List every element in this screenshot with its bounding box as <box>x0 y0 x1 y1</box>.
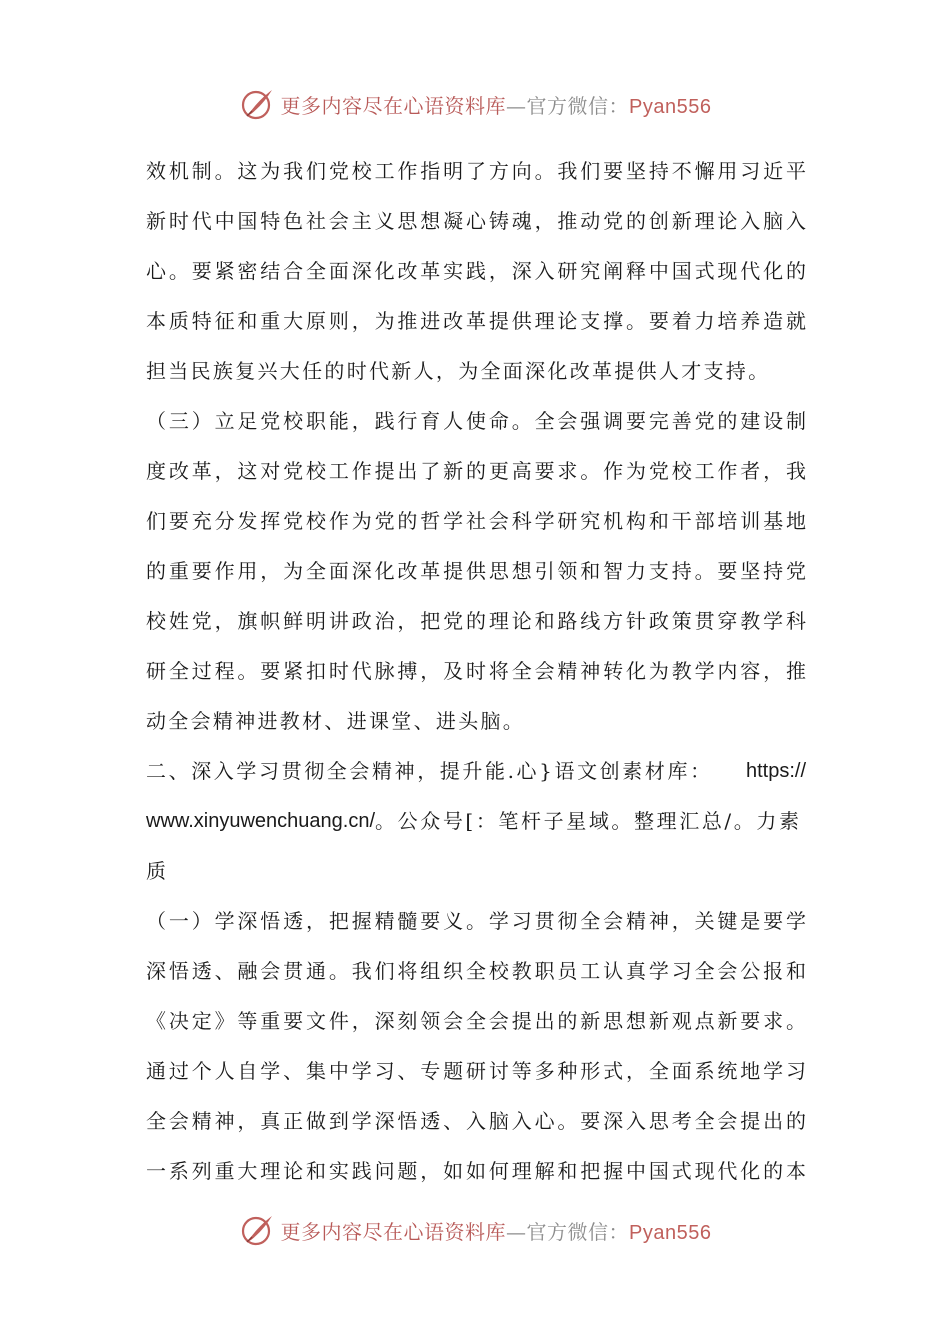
text-line: 们要充分发挥党校作为党的哲学社会科学研究机构和干部培训基地 <box>146 509 806 533</box>
text-line <box>146 746 806 796</box>
footer-banner-text: 更多内容尽在心语资料库—官方微信：Pyan556 <box>280 1219 712 1244</box>
text-line: 全会精神，真正做到学深悟透、入脑入心。要深入思考全会提出的 <box>146 1109 806 1133</box>
text-line: 通过个人自学、集中学习、专题研讨等多种形式，全面系统地学习 <box>146 1059 806 1083</box>
text-line: （三）立足党校职能，践行育人使命。全会强调要完善党的建设制 <box>146 409 806 433</box>
header-banner-text: 更多内容尽在心语资料库—官方微信：Pyan556 <box>280 93 712 118</box>
text-line: 心。要紧密结合全面深化改革实践，深入研究阐释中国式现代化的 <box>146 259 806 283</box>
text-line: 本质特征和重大原则，为推进改革提供理论支撑。要着力培养造就 <box>146 309 806 333</box>
text-line: 新时代中国特色社会主义思想凝心铸魂，推动党的创新理论入脑入 <box>146 209 806 233</box>
text-line: 研全过程。要紧扣时代脉搏，及时将全会精神转化为教学内容，推 <box>146 659 806 683</box>
mixed-line-2-zh: 。公众号[：笔杆子星域。整理汇总/。力素 <box>375 809 802 833</box>
text-line: 《决定》等重要文件，深刻领会全会提出的新思想新观点新要求。 <box>146 1009 806 1033</box>
text-line: 深悟透、融会贯通。我们将组织全校教职员工认真学习全会公报和 <box>146 959 806 983</box>
header-wechat-id: Pyan556 <box>629 95 712 118</box>
quill-logo-icon <box>239 86 275 122</box>
quill-logo-icon <box>239 1212 275 1248</box>
mixed-line-1-url: https:// <box>745 760 806 782</box>
text-line: 效机制。这为我们党校工作指明了方向。我们要坚持不懈用习近平 <box>146 159 806 183</box>
text-line: 度改革，这对党校工作提出了新的更高要求。作为党校工作者，我 <box>146 459 806 483</box>
text-line: 一系列重大理论和实践问题，如如何理解和把握中国式现代化的本 <box>146 1159 806 1183</box>
text-line: 的重要作用，为全面深化改革提供思想引领和智力支持。要坚持党 <box>146 559 806 583</box>
footer-wechat-id: Pyan556 <box>629 1221 712 1244</box>
text-line: 校姓党，旗帜鲜明讲政治，把党的理论和路线方针政策贯穿教学科 <box>146 609 806 633</box>
header-banner <box>0 84 950 124</box>
text-line <box>146 796 806 846</box>
mixed-line-1-zh: 二、深入学习贯彻全会精神，提升能.心}语文创素材库： <box>146 759 713 783</box>
mixed-line-2-url: www.xinyuwenchuang.cn/ <box>146 810 376 832</box>
text-line: 质 <box>146 859 166 883</box>
text-line: 担当民族复兴大任的时代新人，为全面深化改革提供人才支持。 <box>146 359 771 383</box>
document-body <box>146 146 806 1196</box>
text-line: （一）学深悟透，把握精髓要义。学习贯彻全会精神，关键是要学 <box>146 909 806 933</box>
footer-banner <box>0 1210 950 1250</box>
text-line: 动全会精神进教材、进课堂、进头脑。 <box>146 709 526 733</box>
